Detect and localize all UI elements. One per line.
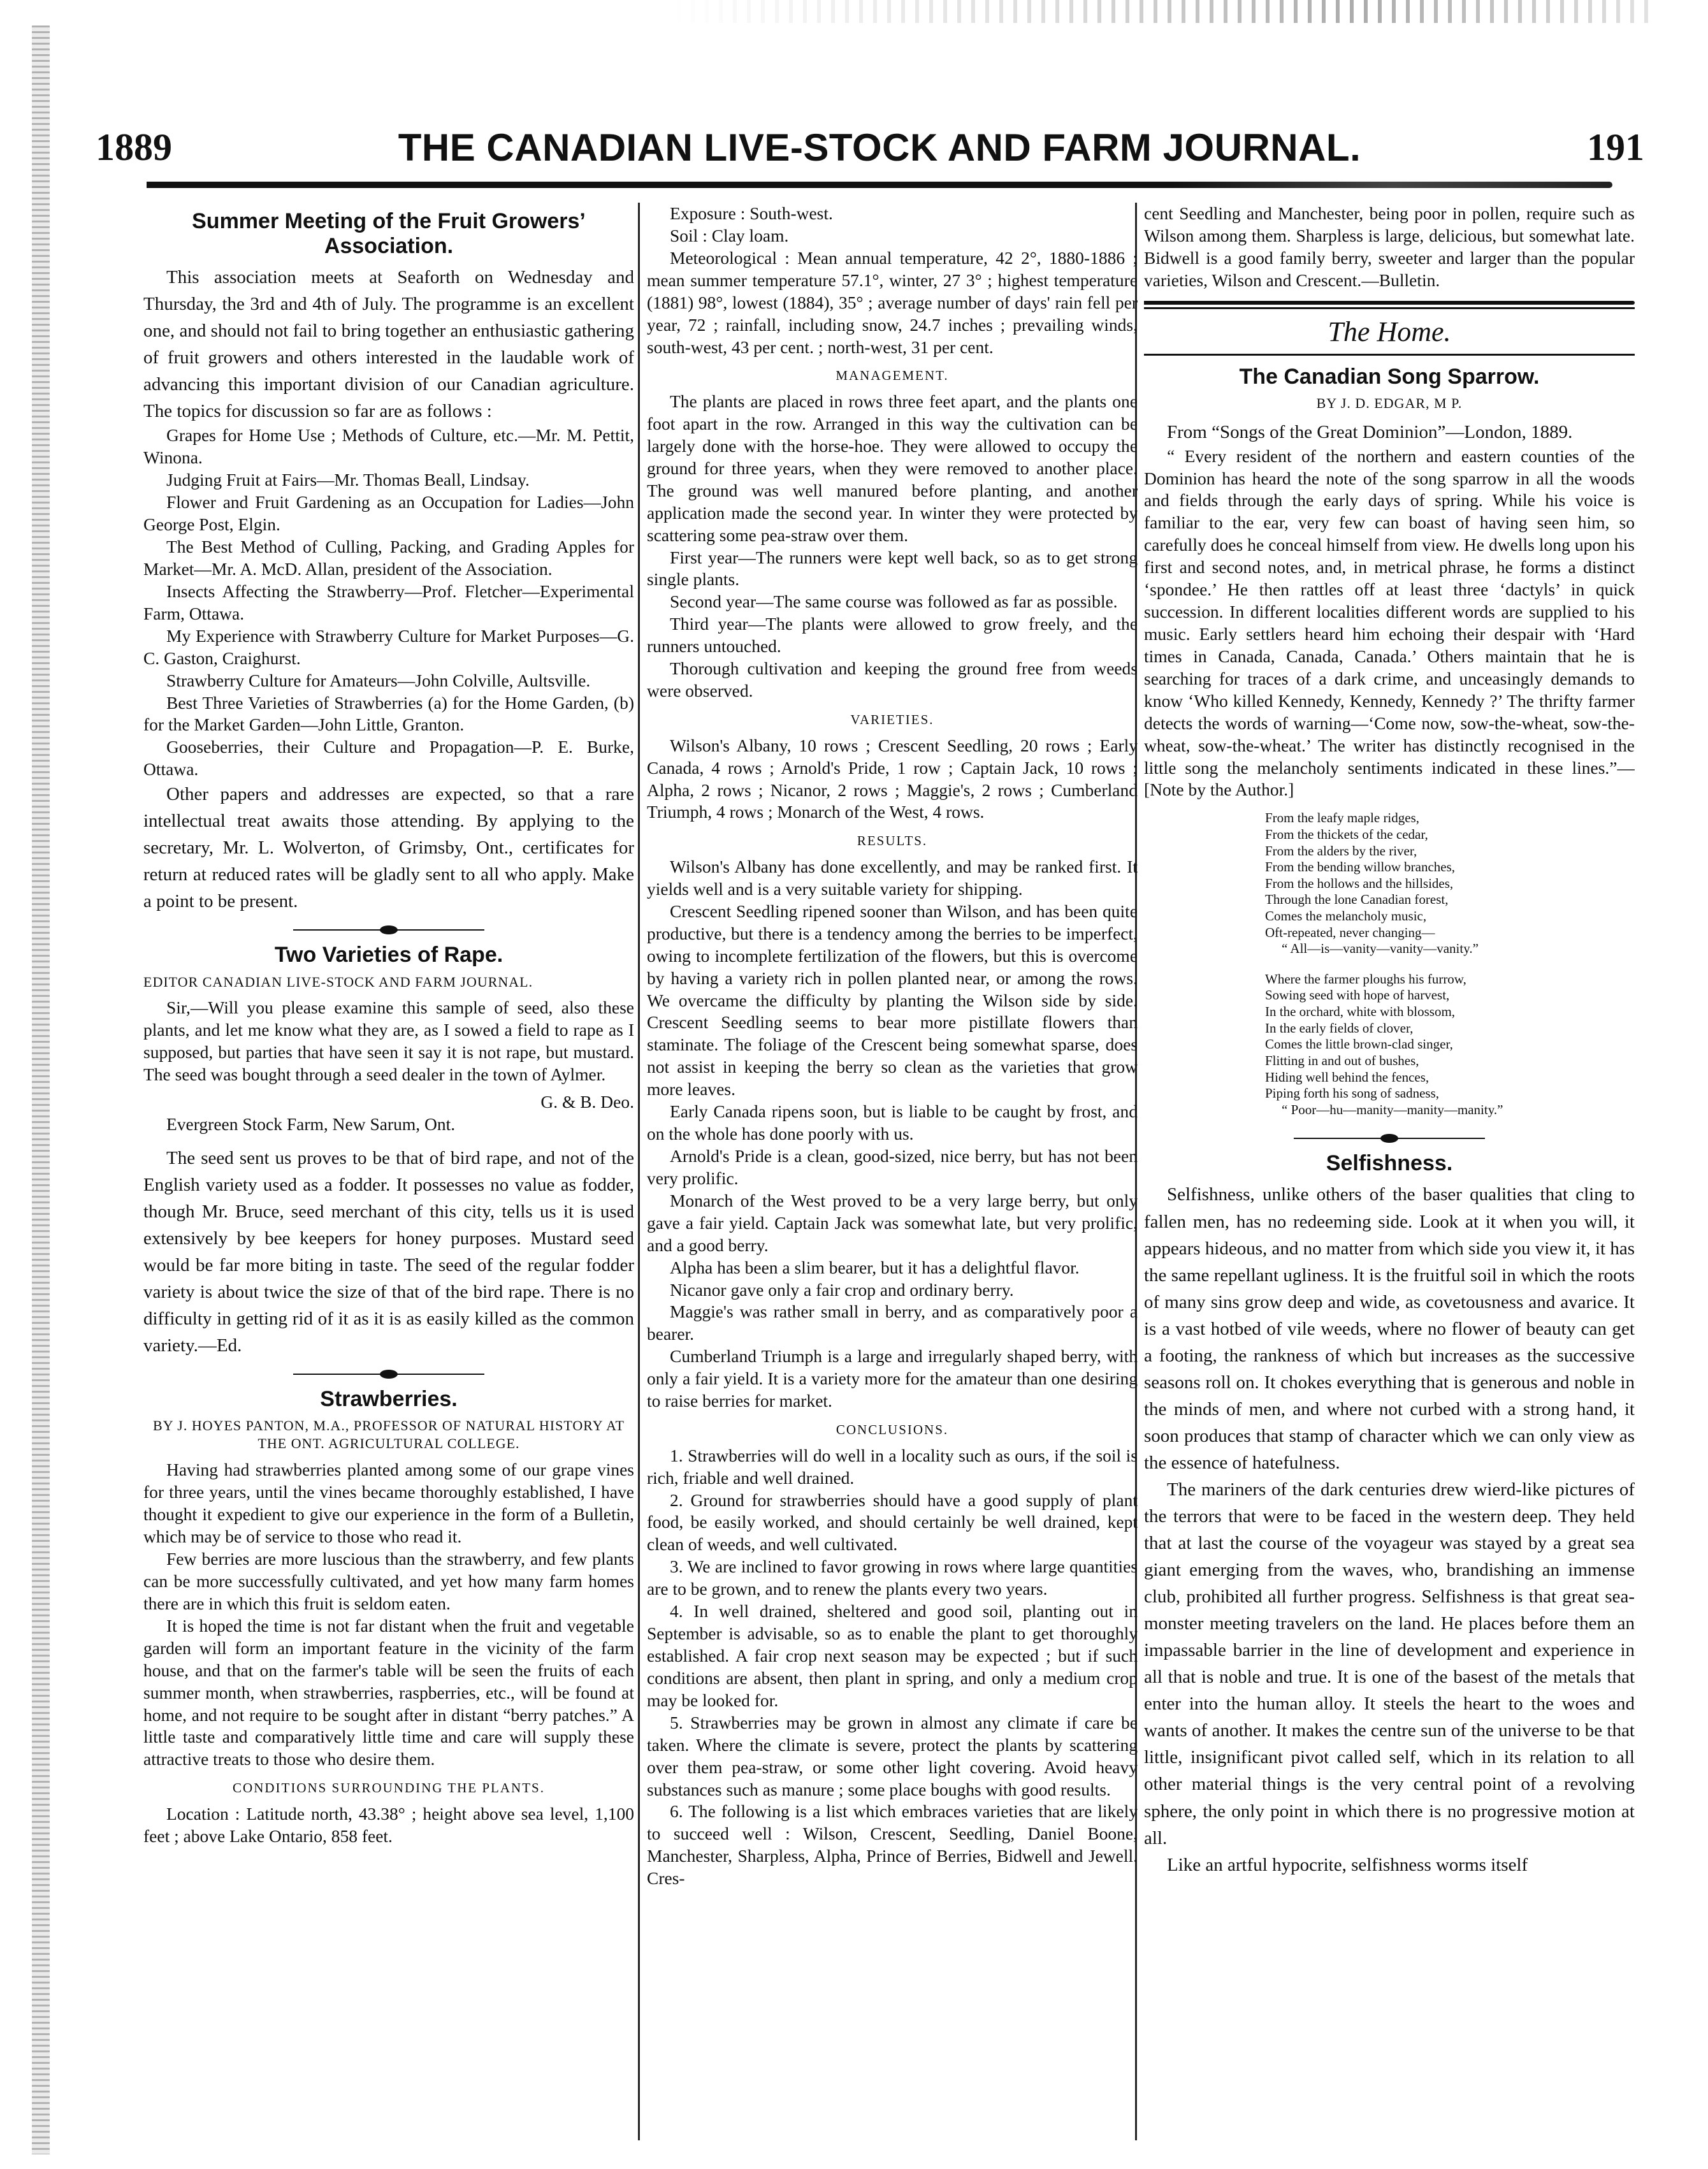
- paragraph: Arnold's Pride is a clean, good-sized, nice berry, but has not been very prolific.: [647, 1146, 1138, 1188]
- page-number: 191: [1586, 126, 1644, 168]
- article-title-song-sparrow: The Canadian Song Sparrow.: [1239, 364, 1540, 389]
- section-rule: [1144, 354, 1635, 356]
- subhead-conditions: CONDITIONS SURROUNDING THE PLANTS.: [233, 1780, 545, 1796]
- poem-line: Flitting in and out of bushes,: [1265, 1052, 1419, 1068]
- article-title-selfishness: Selfishness.: [1326, 1151, 1453, 1176]
- paragraph: Selfishness, unlike others of the baser qualities that cling to fallen men, has no redeeming side. Look at it when you will, it appears hideous, and no matter from which side you view it, it has the same repellant ugliness. It is the fruitful soil in which the roots of many sins grow deep and wide, as covetousness and avarice. It is a vast hotbed of vile weeds, where no flower of beauty can get a footing, the rankness of which but increases as the successive seasons roll on. It chokes everything that is generous and noble in the minds of men, and where not curbed with a strong hand, it soon produces that stamp of character which we can only view as the essence of hatefulness.: [1144, 1184, 1635, 1473]
- topic-item: Best Three Varieties of Strawberries (a) for the Home Garden, (b) for the Market Garden—John Little, Granton.: [143, 692, 634, 735]
- letter-addressee: EDITOR CANADIAN LIVE-STOCK AND FARM JOURNAL.: [143, 973, 533, 990]
- topic-item: Strawberry Culture for Amateurs—John Colville, Aultsville.: [166, 670, 591, 690]
- poem-line: Where the farmer ploughs his furrow,: [1265, 971, 1466, 987]
- paragraph: Crescent Seedling ripened sooner than Wilson, and has been quite productive, but there is a tendency among the berries to be imperfect, owing to incomplete fertilization of the flowers, but this is overcome by having a variety rich in pollen planted near, or among the rows. We overcame the difficulty by planting the Wilson side by side. Crescent Seedling seems to bear more pistillate flowers than staminate. The foliage of the Crescent being somewhat sparse, does not assist in keeping the berry so clean as the varieties that grow more leaves.: [647, 901, 1138, 1099]
- paragraph: Other papers and addresses are expected, so that a rare intellectual treat awaits those attending. By applying to the secretary, Mr. L. Wolverton, of Grimsby, Ont., certificates for return at reduced rates will be gladly sent to all who apply. Make a point to be present.: [143, 784, 634, 912]
- poem-stanza: [1265, 971, 1635, 1118]
- paragraph: This association meets at Seaforth on Wednesday and Thursday, the 3rd and 4th of July. The programme is an excellent one, and should not fail to bring together an enthusiastic gathering of fruit growers and others interested in the laudable work of advancing this important division of our Canadian agriculture. The topics for discussion so far are as follows :: [143, 267, 634, 422]
- conclusion-item: 5. Strawberries may be grown in almost any climate if care be taken. Where the climate is severe, protect the plants by scattering over them pea-straw, or some other light covering. Avoid heavy substances such as manure ; some place boughs with good results.: [647, 1712, 1138, 1799]
- topic-list: [143, 424, 634, 781]
- paragraph: Having had strawberries planted among some of our grape vines for three years, until the vines became thoroughly established, I have thought it expedient to give our experience in the form of a Bulletin, which may be of service to those who read it.: [143, 1460, 634, 1547]
- section-separator: [293, 924, 484, 936]
- conclusion-item: 1. Strawberries will do well in a locality such as ours, if the soil is rich, friable and well drained.: [647, 1445, 1138, 1488]
- poem-line: In the early fields of clover,: [1265, 1020, 1414, 1036]
- poem-line: From the thickets of the cedar,: [1265, 827, 1428, 842]
- poem-line: Hiding well behind the fences,: [1265, 1069, 1429, 1085]
- section-rule: [1144, 307, 1635, 309]
- poem-line: In the orchard, white with blossom,: [1265, 1004, 1456, 1020]
- article-title-rape: Two Varieties of Rape.: [274, 943, 503, 968]
- paragraph: “ Every resident of the northern and eastern counties of the Dominion has heard the note of the song sparrow in all the woods and fields through the early days of spring. While his voice is familiar to the ear, very few can boast of having seen him, so carefully does he conceal himself from view. He dwells long upon his first and second notes, and, in metrical phrase, he forms a distinct ‘spondee.’ He then rattles off at least three ‘dactyls’ in quick succession. In different localities different words are supplied to his music. Early settlers heard him echoing their despair with ‘Hard times in Canada, Canada, Canada.’ Others maintain that he is searching for traces of a dark crime, and unceasingly demands to know ‘Who killed Kennedy, Kennedy, Kennedy ?’ The thrifty farmer detects the words of warning—‘Come now, sow-the-wheat, sow-the-wheat, sow-the-wheat.’ The writer has distinctly recognised in the little song the melancholy sentiments indicated in these lines.”—[Note by the Author.]: [1144, 446, 1635, 800]
- poem-line: From the bending willow branches,: [1265, 859, 1456, 875]
- poem-line: Through the lone Canadian forest,: [1265, 892, 1449, 908]
- scan-edge-shadow: [32, 25, 50, 2154]
- paragraph: Like an artful hypocrite, selfishness worms itself: [1167, 1854, 1528, 1875]
- letter-address: Evergreen Stock Farm, New Sarum, Ont.: [166, 1114, 456, 1135]
- poem-line: Comes the little brown-clad singer,: [1265, 1036, 1453, 1052]
- poem-line: “ Poor—hu—manity—manity—manity.”: [1282, 1101, 1503, 1117]
- topic-item: My Experience with Strawberry Culture for Market Purposes—G. C. Gaston, Craighurst.: [143, 625, 634, 668]
- paragraph: Nicanor gave only a fair crop and ordinary berry.: [670, 1279, 1014, 1300]
- masthead: [96, 124, 1644, 170]
- column-2: [647, 203, 1138, 2147]
- poem-line: From the hollows and the hillsides,: [1265, 875, 1454, 891]
- paragraph: It is hoped the time is not far distant when the fruit and vegetable garden will form an important feature in the vicinity of the farm house, and that on the farmer's table will be seen the fruits of each summer month, when strawberries, raspberries, etc., will be found at home, and not require to be sought after in distant “berry patches.” A little taste and comparatively little time and care will supply these attractive treats to those who desire them.: [143, 1615, 634, 1769]
- section-rule: [1144, 301, 1635, 305]
- masthead-rule: [147, 182, 1612, 188]
- topic-item: Insects Affecting the Strawberry—Prof. Fletcher—Experimental Farm, Ottawa.: [143, 581, 634, 623]
- section-separator: [293, 1368, 484, 1381]
- editor-reply: The seed sent us proves to be that of bird rape, and not of the English variety used as a fodder. It possesses no value as fodder, though Mr. Bruce, seed merchant of this city, tells us it is used extensively by bee keepers for honey purposes. Mustard seed would be far more biting in taste. The seed of the regular fodder variety is about twice the size of that of the bird rape. There is no difficulty in getting rid of it as it is as easily killed as the common variety.—Ed.: [143, 1148, 634, 1356]
- paragraph: From “Songs of the Great Dominion”—London, 1889.: [1167, 421, 1573, 442]
- conclusion-item: 6. The following is a list which embraces varieties that are likely to succeed well : Wilson, Crescent, Seedling, Daniel Boone, Manchester, Sharpless, Alpha, Prince of Berries, Bidwell and Jewell. Cres-: [647, 1801, 1138, 1889]
- column-3: [1144, 203, 1635, 2147]
- paragraph: Early Canada ripens soon, but is liable to be caught by frost, and on the whole has done poorly with us.: [647, 1101, 1138, 1144]
- poem: [1265, 810, 1635, 1118]
- article-title-fruit-growers: Summer Meeting of the Fruit Growers’ Association.: [192, 209, 586, 259]
- poem-stanza: [1265, 810, 1635, 957]
- topic-item: Judging Fruit at Fairs—Mr. Thomas Beall, Lindsay.: [166, 470, 530, 490]
- subhead-results: RESULTS.: [857, 833, 928, 849]
- conclusion-item: 2. Ground for strawberries should have a good supply of plant food, be easily worked, and should certainly be well drained, kept clean of weeds, and well cultivated.: [647, 1490, 1138, 1555]
- issue-year: 1889: [96, 126, 172, 168]
- topic-item: Flower and Fruit Gardening as an Occupation for Ladies—John George Post, Elgin.: [143, 492, 634, 535]
- paragraph: The plants are placed in rows three feet apart, and the plants one foot apart in the row. Arranged in this way the cultivation can be largely done with the horse-hoe. They were allowed to occupy the ground for three years, when they were removed to another place. The ground was well manured before planting, and another application made the second year. In winter they were protected by scattering some pea-straw over them.: [647, 391, 1138, 545]
- topic-item: Grapes for Home Use ; Methods of Culture, etc.—Mr. M. Pettit, Winona.: [143, 425, 634, 468]
- section-separator: [1294, 1132, 1485, 1145]
- paragraph: The mariners of the dark centuries drew wierd-like pictures of the terrors that were to be faced in the western deep. They held that at last the course of the voyageur was stayed by a great sea giant emerging from the waves, who, brandishing an immense club, prohibited all further progress. Selfishness is that great sea-monster meeting travelers on the land. He places before them an impassable barrier in the line of development and experience in all that is noble and true. It is one of the basest of the metals that enter into the human alloy. It steels the heart to the woes and wants of another. It makes the centre sun of the universe to be that little, insignificant pivot called self, which in its relation to all other material things is the very central point of a revolving sphere, the only point in which there is no progressive motion at all.: [1144, 1479, 1635, 1848]
- topic-item: The Best Method of Culling, Packing, and Grading Apples for Market—Mr. A. McD. Allan, president of the Association.: [143, 537, 634, 579]
- paragraph: Cumberland Triumph is a large and irregularly shaped berry, with only a fair yield. It is a variety more for the amateur than one desiring to raise berries for market.: [647, 1346, 1138, 1411]
- paragraph: Alpha has been a slim bearer, but it has a delightful flavor.: [670, 1257, 1080, 1277]
- paragraph: First year—The runners were kept well back, so as to get strong single plants.: [647, 547, 1138, 590]
- poem-line: Sowing seed with hope of harvest,: [1265, 987, 1450, 1003]
- letter-text: Sir,—Will you please examine this sample of seed, also these plants, and let me know what they are, as I sowed a field to rape as I supposed, but parties that have seen it say it is not rape, but mustard. The seed was bought through a seed dealer in the town of Aylmer.: [143, 997, 634, 1085]
- poem-line: Piping forth his song of sadness,: [1265, 1085, 1439, 1101]
- poem-line: From the alders by the river,: [1265, 843, 1417, 859]
- poem-line: Oft-repeated, never changing—: [1265, 924, 1435, 940]
- paragraph: cent Seedling and Manchester, being poor in pollen, require such as Wilson among them. Sharpless is large, delicious, but somewhat late. Bidwell is a good family berry, sweeter and larger than the popular varieties, Wilson and Crescent.—Bulletin.: [1144, 203, 1635, 290]
- paragraph: Wilson's Albany has done excellently, and may be ranked first. It yields well and is a very suitable variety for shipping.: [647, 857, 1138, 899]
- letter-signature: G. & B. Deo.: [540, 1092, 634, 1112]
- poem-line: From the leafy maple ridges,: [1265, 810, 1420, 826]
- journal-title: THE CANADIAN LIVE-STOCK AND FARM JOURNAL.: [398, 126, 1361, 169]
- poem-line: Comes the melancholy music,: [1265, 908, 1427, 924]
- conclusion-item: 4. In well drained, sheltered and good soil, planting out in September is advisable, so as to enable the plant to get thoroughly established. A fair crop next season may be expected ; but if such conditions are absent, then plant in spring, and only a medium crop may be looked for.: [647, 1601, 1138, 1710]
- topic-item: Gooseberries, their Culture and Propagation—P. E. Burke, Ottawa.: [143, 737, 634, 780]
- paragraph: Monarch of the West proved to be a very large berry, but only gave a fair yield. Captain Jack was somewhat late, but very prolific, and a good berry.: [647, 1190, 1138, 1255]
- subhead-management: MANAGEMENT.: [836, 368, 949, 384]
- scan-speckle: [663, 0, 1657, 23]
- poem-line: “ All—is—vanity—vanity—vanity.”: [1282, 941, 1479, 957]
- paragraph: Meteorological : Mean annual temperature, 42 2°, 1880-1886 ; mean summer temperature 57.1°, winter, 27 3° ; highest temperature (1881) 98°, lowest (1884), 35° ; average number of days' rain fell per year, 72 ; rainfall, including snow, 24.7 inches ; prevailing winds, south-west, 43 per cent. ; north-west, 31 per cent.: [647, 247, 1138, 357]
- subhead-varieties: VARIETIES.: [850, 712, 934, 728]
- paragraph: Soil : Clay loam.: [670, 225, 789, 245]
- column-divider: [638, 203, 640, 2140]
- column-1: [143, 203, 634, 2147]
- section-title-home: The Home.: [1328, 316, 1451, 347]
- paragraph: Location : Latitude north, 43.38° ; height above sea level, 1,100 feet ; above Lake Ontario, 858 feet.: [143, 1803, 634, 1846]
- paragraph: Few berries are more luscious than the strawberry, and few plants can be more successfully cultivated, and yet how many farm homes there are in which this fruit is seldom eaten.: [143, 1549, 634, 1613]
- byline: BY J. D. EDGAR, M P.: [1316, 395, 1463, 411]
- article-title-strawberries: Strawberries.: [320, 1387, 458, 1412]
- subhead-conclusions: CONCLUSIONS.: [836, 1422, 949, 1438]
- paragraph: Thorough cultivation and keeping the ground free from weeds were observed.: [647, 658, 1138, 701]
- paragraph: Wilson's Albany, 10 rows ; Crescent Seedling, 20 rows ; Early Canada, 4 rows ; Arnold's Pride, 1 row ; Captain Jack, 10 rows ; Alpha, 2 rows ; Nicanor, 2 rows ; Maggie's, 2 rows ; Cumberland Triumph, 4 rows ; Monarch of the West, 4 rows.: [647, 735, 1138, 822]
- conclusion-item: 3. We are inclined to favor growing in rows where large quantities are to be grown, and to renew the plants every two years.: [647, 1556, 1138, 1599]
- byline: BY J. HOYES PANTON, M.A., PROFESSOR OF NATURAL HISTORY AT THE ONT. AGRICULTURAL COLLEGE.: [153, 1418, 625, 1452]
- paragraph: Third year—The plants were allowed to grow freely, and the runners untouched.: [647, 614, 1138, 657]
- paragraph: Maggie's was rather small in berry, and as comparatively poor a bearer.: [647, 1302, 1138, 1344]
- paragraph: Second year—The same course was followed as far as possible.: [670, 591, 1118, 612]
- paragraph: Exposure : South-west.: [670, 203, 833, 223]
